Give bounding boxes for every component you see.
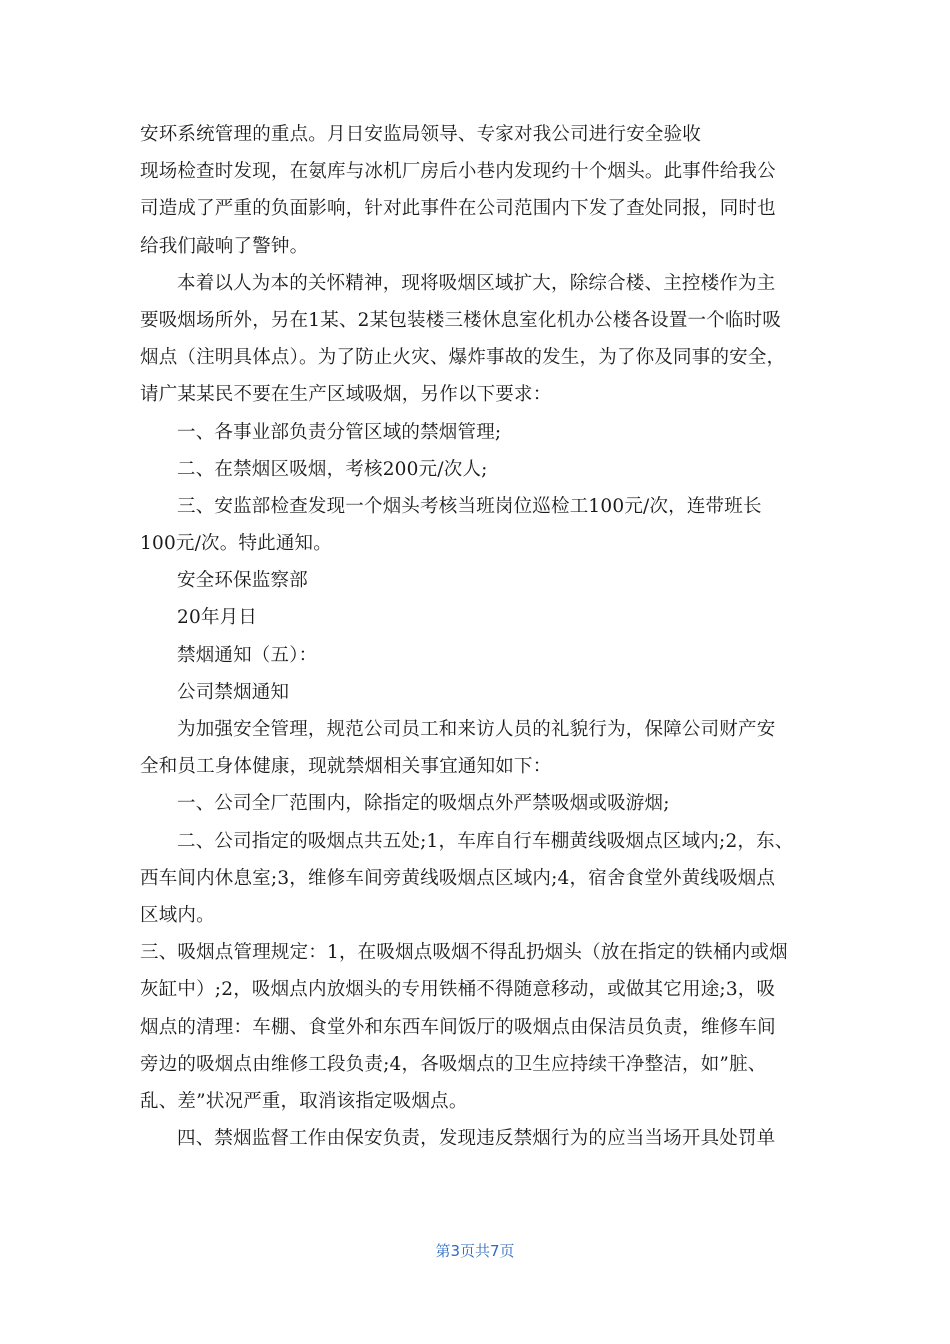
- text-line: 请广某某民不要在生产区域吸烟，另作以下要求：: [140, 384, 552, 406]
- page-number: 第3页共7页: [435, 1242, 515, 1260]
- text-line: 三、吸烟点管理规定：1，在吸烟点吸烟不得乱扔烟头（放在指定的铁桶内或烟: [140, 942, 788, 964]
- text-line: 安环系统管理的重点。月日安监局领导、专家对我公司进行安全验收: [140, 124, 702, 145]
- notice-title: 公司禁烟通知: [177, 681, 290, 703]
- text-line: 西车间内休息室;3，维修车间旁黄线吸烟点区域内;4，宿舍食堂外黄线吸烟点: [140, 867, 776, 889]
- text-line: 区域内。: [140, 904, 215, 926]
- text-line: 司造成了严重的负面影响，针对此事件在公司范围内下发了查处同报，同时也: [140, 198, 776, 220]
- text-line: 乱、差”状况严重，取消该指定吸烟点。: [140, 1090, 468, 1112]
- text-line: 烟点（注明具体点）。为了防止火灾、爆炸事故的发生，为了你及同事的安全，: [140, 347, 786, 369]
- section-heading: 禁烟通知（五）：: [177, 644, 318, 666]
- text-line: 一、公司全厂范围内，除指定的吸烟点外严禁吸烟或吸游烟;: [177, 793, 670, 815]
- signature-date: 20年月日: [177, 607, 258, 629]
- text-line: 全和员工身体健康，现就禁烟相关事宜通知如下：: [140, 756, 552, 778]
- text-line: 烟点的清理：车棚、食堂外和东西车间饭厅的吸烟点由保洁员负责，维修车间: [140, 1016, 776, 1038]
- text-line: 二、公司指定的吸烟点共五处;1，车库自行车棚黄线吸烟点区域内;2，东、: [177, 830, 794, 852]
- document-body: [140, 116, 812, 1157]
- text-line: 现场检查时发现，在氨库与冰机厂房后小巷内发现约十个烟头。此事件给我公: [140, 161, 776, 183]
- text-line: 三、安监部检查发现一个烟头考核当班岗位巡检工100元/次，连带班长: [177, 495, 762, 517]
- text-line: 四、禁烟监督工作由保安负责，发现违反禁烟行为的应当当场开具处罚单: [177, 1128, 776, 1150]
- signature-department: 安全环保监察部: [177, 570, 308, 592]
- text-line: 旁边的吸烟点由维修工段负责;4，各吸烟点的卫生应持续干净整洁，如”脏、: [140, 1053, 767, 1075]
- text-line: 100元/次。特此通知。: [140, 533, 332, 555]
- text-line: 二、在禁烟区吸烟，考核200元/次人;: [177, 458, 488, 480]
- text-line: 本着以人为本的关怀精神，现将吸烟区域扩大，除综合楼、主控楼作为主: [177, 272, 776, 294]
- text-line: 灰缸中）;2，吸烟点内放烟头的专用铁桶不得随意移动，或做其它用途;3，吸: [140, 979, 776, 1001]
- text-line: 给我们敲响了警钟。: [140, 235, 309, 257]
- text-line: 为加强安全管理，规范公司员工和来访人员的礼貌行为，保障公司财产安: [177, 719, 776, 740]
- text-line: 要吸烟场所外，另在1某、2某包装楼三楼休息室化机办公楼各设置一个临时吸: [140, 309, 782, 331]
- text-line: 一、各事业部负责分管区域的禁烟管理;: [177, 421, 502, 443]
